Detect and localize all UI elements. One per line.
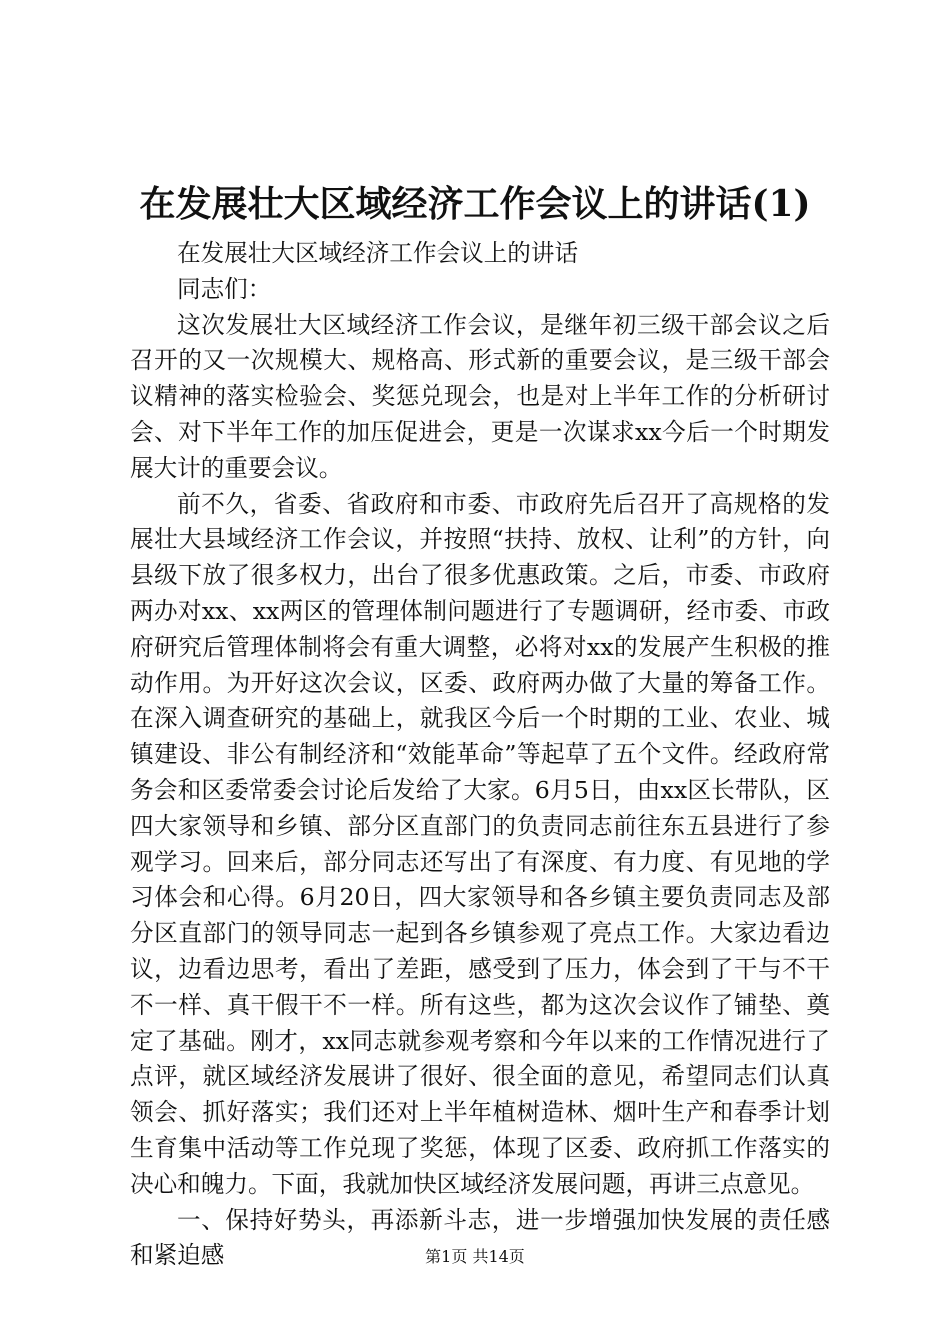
page-number-footer: 第1页 共14页 xyxy=(425,1247,525,1266)
document-title: 在发展壮大区域经济工作会议上的讲话(1) xyxy=(139,183,811,225)
section-heading-1: 一、保持好势头，再添新斗志，进一步增强加快发展的责任感和紧迫感 xyxy=(130,1205,830,1270)
salutation-paragraph: 同志们： xyxy=(177,274,272,303)
body-paragraph-1: 这次发展壮大区域经济工作会议，是继年初三级干部会议之后召开的又一次规模大、规格高、形式新的重要会议，是三级干部会议精神的落实检验会、奖惩兑现会，也是对上半年工作的分析研讨会、对下半年工作的加压促进会，更是一次谋求xx今后一个时期发展大计的重要会议。 xyxy=(130,310,830,482)
subtitle-paragraph: 在发展壮大区域经济工作会议上的讲话 xyxy=(177,239,579,267)
body-paragraph-2: 前不久，省委、省政府和市委、市政府先后召开了高规格的发展壮大县域经济工作会议，并按照“扶持、放权、让利”的方针，向县级下放了很多权力，出台了很多优惠政策。之后，市委、市政府两办对xx、xx两区的管理体制问题进行了专题调研，经市委、市政府研究后管理体制将会有重大调整，必将对xx的发展产生积极的推动作用。为开好这次会议，区委、政府两办做了大量的筹备工作。在深入调查研究的基础上，就我区今后一个时期的工业、农业、城镇建设、非公有制经济和“效能革命”等起草了五个文件。经政府常务会和区委常委会讨论后发给了大家。6月5日，由xx区长带队，区四大家领导和乡镇、部分区直部门的负责同志前往东五县进行了参观学习。回来后，部分同志还写出了有深度、有力度、有见地的学习体会和心得。6月20日，四大家领导和各乡镇主要负责同志及部分区直部门的领导同志一起到各乡镇参观了亮点工作。大家边看边议，边看边思考，看出了差距，感受到了压力，体会到了干与不干不一样、真干假干不一样。所有这些，都为这次会议作了铺垫、奠定了基础。刚才，xx同志就参观考察和今年以来的工作情况进行了点评，就区域经济发展讲了很好、很全面的意见，希望同志们认真领会、抓好落实；我们还对上半年植树造林、烟叶生产和春季计划生育集中活动等工作兑现了奖惩，体现了区委、政府抓工作落实的决心和魄力。下面，我就加快区域经济发展问题，再讲三点意见。 xyxy=(130,489,830,1198)
document-body xyxy=(130,236,830,1274)
